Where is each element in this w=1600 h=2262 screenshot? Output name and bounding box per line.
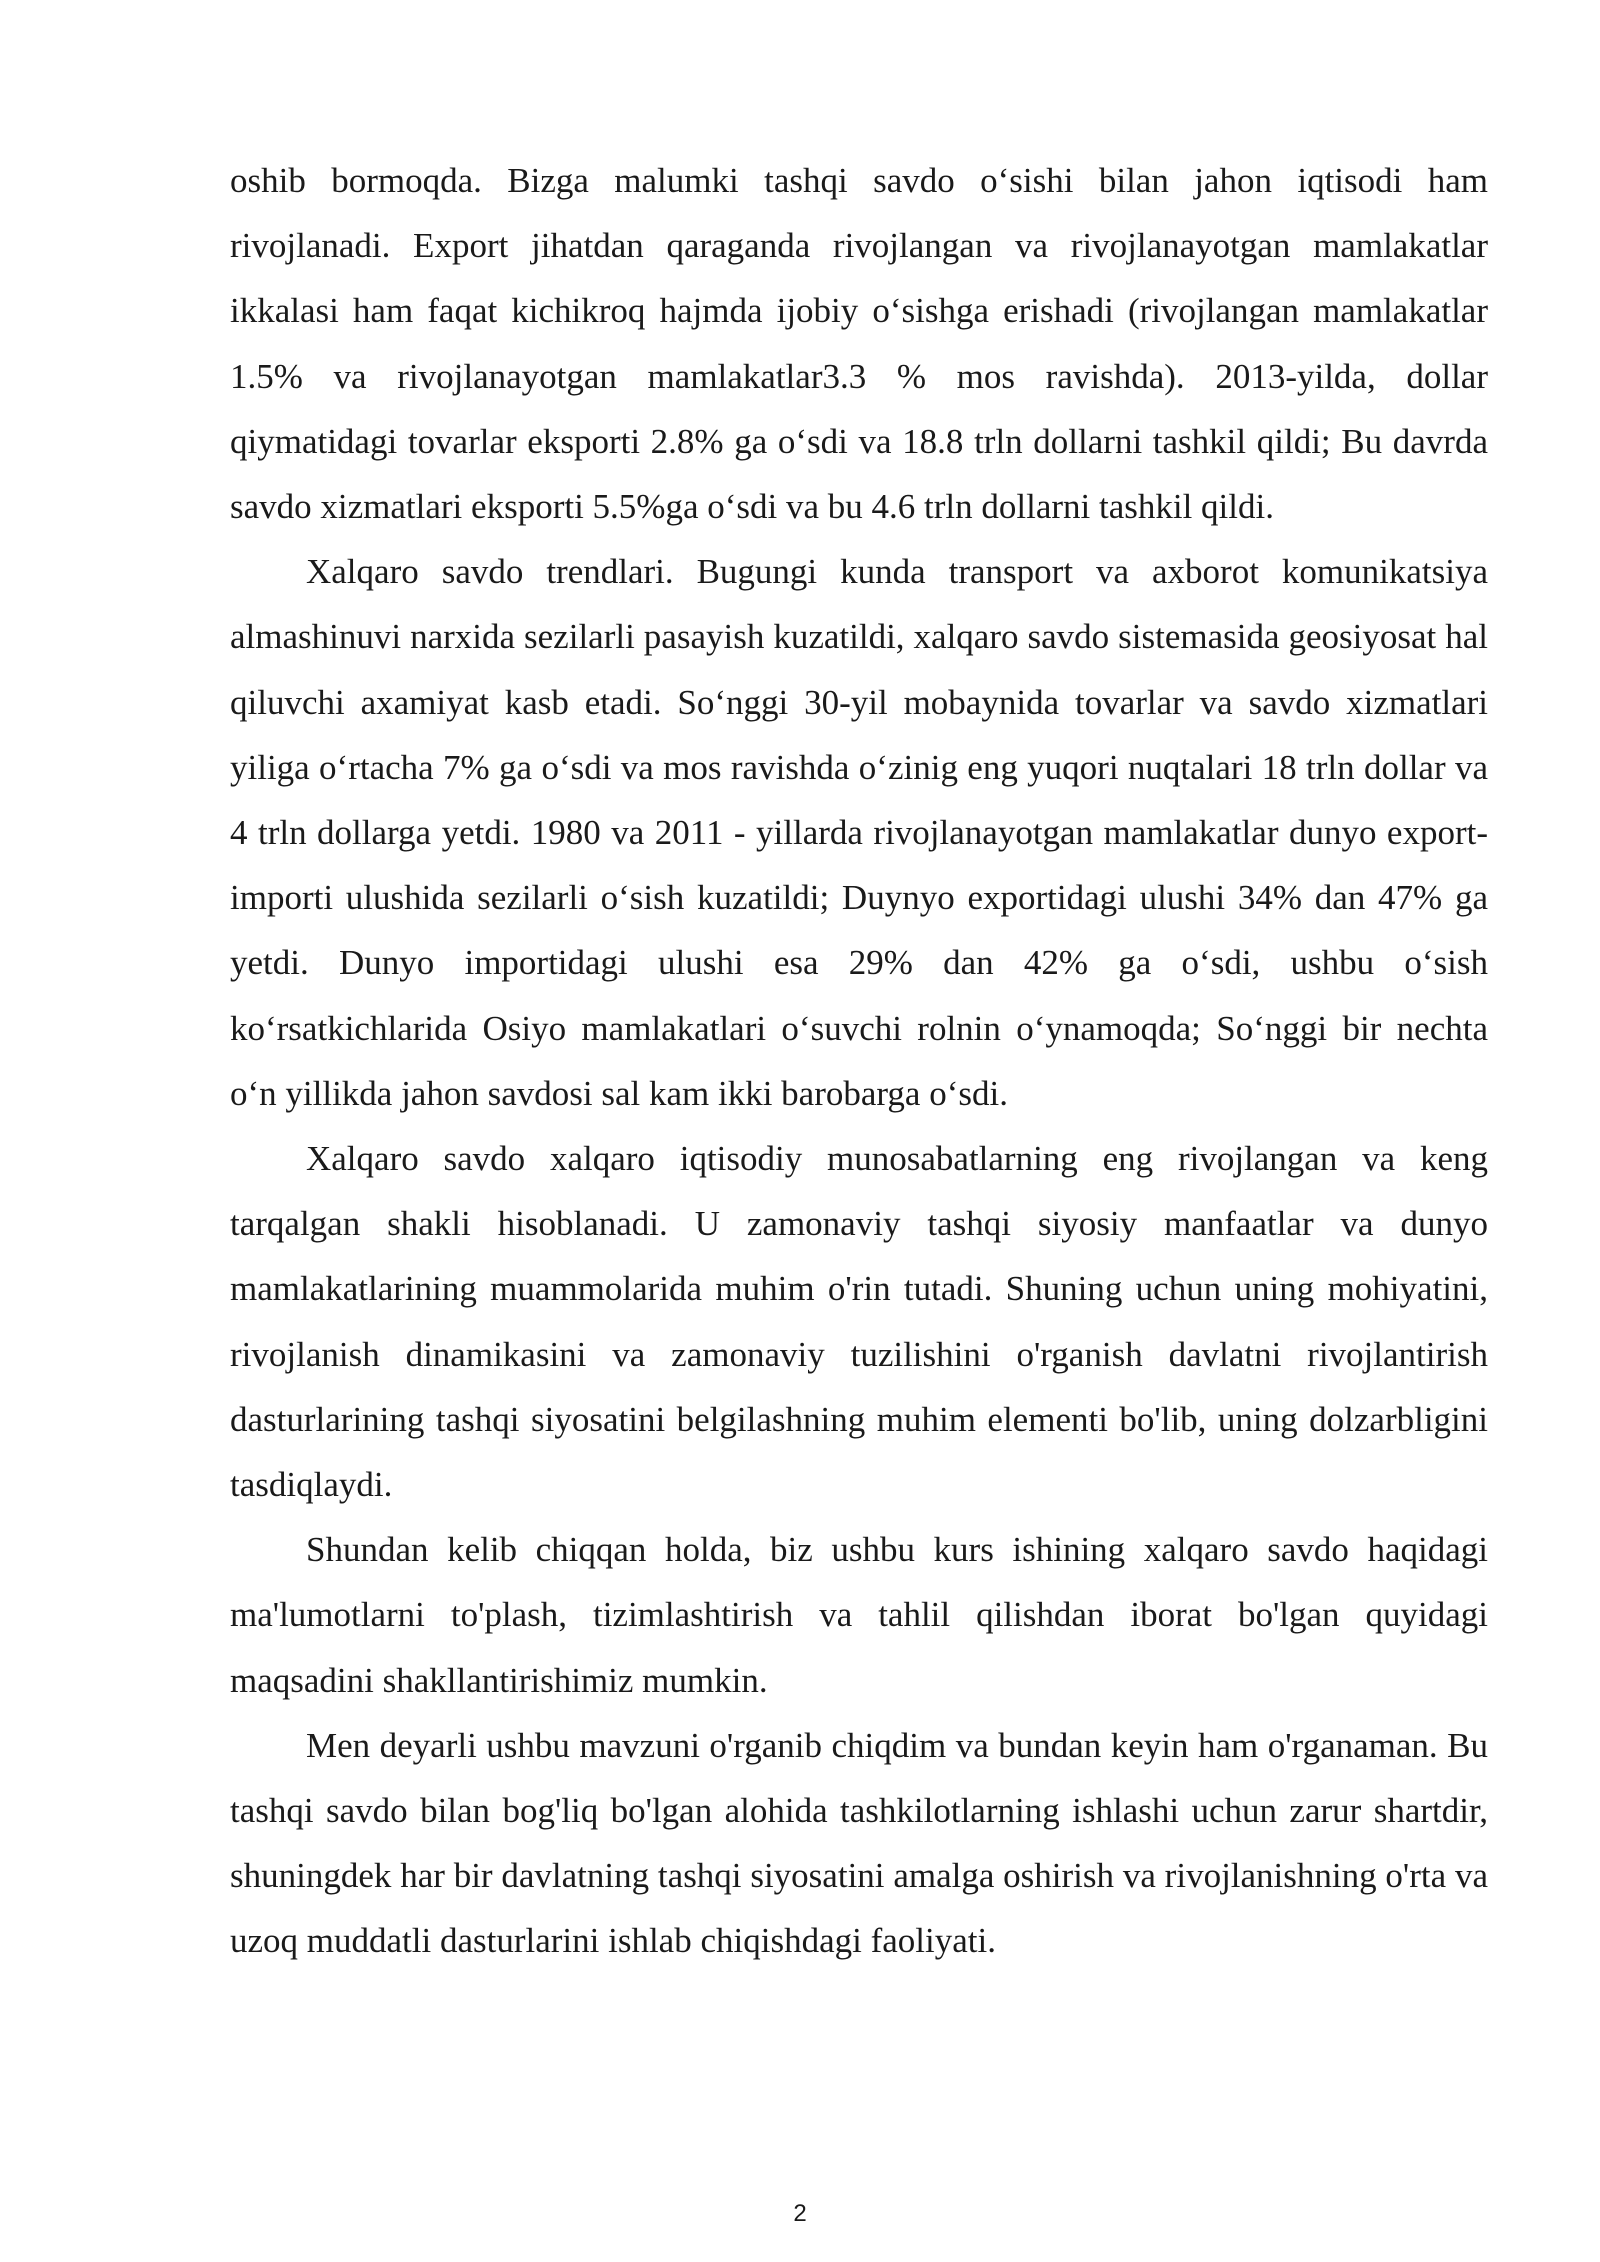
paragraph-5: Men deyarli ushbu mavzuni o'rganib chiqdim va bundan keyin ham o'rganaman. Bu tashqi savdo bilan bog'liq bo'lgan alohida tashkilotlarning ishlashi uchun zarur shartdir, shuningdek har bir davlatning tashqi siyosatini amalga oshirish va rivojlanishning o'rta va uzoq muddatli dasturlarini ishlab chiqishdagi faoliyati. (230, 1725, 1488, 1961)
paragraph-2: Xalqaro savdo trendlari. Bugungi kunda transport va axborot komunikatsiya almashinuvi narxida sezilarli pasayish kuzatildi, xalqaro savdo sistemasida geosiyosat hal qiluvchi axamiyat kasb etadi. So‘nggi 30-yil mobaynida tovarlar va savdo xizmatlari yiliga o‘rtacha 7% ga o‘sdi va mos ravishda o‘zinig eng yuqori nuqtalari 18 trln dollar va 4 trln dollarga yetdi. 1980 va 2011 - yillarda rivojlanayotgan mamlakatlar dunyo export-importi ulushida sezilarli o‘sish kuzatildi; Duynyo exportidagi ulushi 34% dan 47% ga yetdi. Dunyo importidagi ulushi esa 29% dan 42% ga o‘sdi, ushbu o‘sish ko‘rsatkichlarida Osiyo mamlakatlari o‘suvchi rolnin o‘ynamoqda; So‘nggi bir nechta o‘n yillikda jahon savdosi sal kam ikki barobarga o‘sdi. (230, 552, 1488, 1113)
document-body (230, 148, 1488, 1974)
paragraph-4: Shundan kelib chiqqan holda, biz ushbu kurs ishining xalqaro savdo haqidagi ma'lumotlarni to'plash, tizimlashtirish va tahlil qilishdan iborat bo'lgan quyidagi maqsadini shakllantirishimiz mumkin. (230, 1530, 1488, 1700)
paragraph-1: oshib bormoqda. Bizga malumki tashqi savdo o‘sishi bilan jahon iqtisodi ham rivojlanadi. Export jihatdan qaraganda rivojlangan va rivojlanayotgan mamlakatlar ikkalasi ham faqat kichikroq hajmda ijobiy o‘sishga erishadi (rivojlangan mamlakatlar 1.5% va rivojlanayotgan mamlakatlar3.3 % mos ravishda). 2013-yilda, dollar qiymatidagi tovarlar eksporti 2.8% ga o‘sdi va 18.8 trln dollarni tashkil qildi; Bu davrda savdo xizmatlari eksporti 5.5%ga o‘sdi va bu 4.6 trln dollarni tashkil qildi. (230, 161, 1488, 527)
page-number: 2 (793, 2200, 807, 2227)
paragraph-3: Xalqaro savdo xalqaro iqtisodiy munosabatlarning eng rivojlangan va keng tarqalgan shakli hisoblanadi. U zamonaviy tashqi siyosiy manfaatlar va dunyo mamlakatlarining muammolarida muhim o'rin tutadi. Shuning uchun uning mohiyatini, rivojlanish dinamikasini va zamonaviy tuzilishini o'rganish davlatni rivojlantirish dasturlarining tashqi siyosatini belgilashning muhim elementi bo'lib, uning dolzarbligini tasdiqlaydi. (230, 1139, 1488, 1505)
